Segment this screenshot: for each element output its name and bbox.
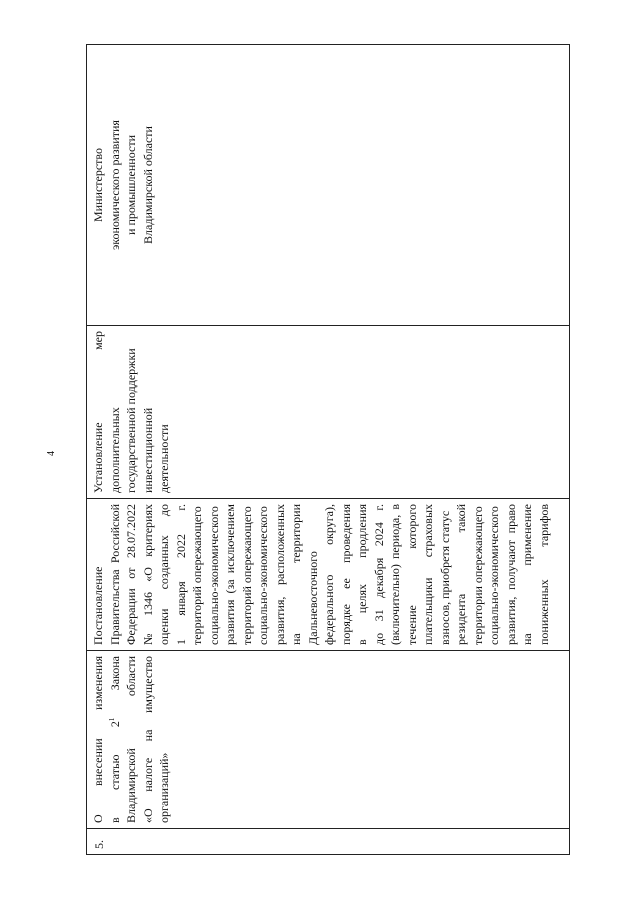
basis-line: социально-экономического xyxy=(256,506,270,645)
page-number: 4 xyxy=(46,451,57,456)
responsible-line: и промышленности xyxy=(124,135,138,235)
basis-line: территорий опережающего xyxy=(190,506,204,645)
row-number: 5. xyxy=(92,840,106,849)
title-line-1: О внесении изменения xyxy=(91,655,105,823)
basis-line: на территории xyxy=(289,503,303,645)
basis-line: (включительно) периода, в xyxy=(388,503,402,645)
responsible-line: Министерство xyxy=(91,147,105,222)
responsible-line: экономического развития xyxy=(107,120,122,250)
basis-line: территории опережающего xyxy=(470,506,485,645)
title-line-2: в статью $2^1$ Закона xyxy=(107,655,122,823)
basis-line: порядке ее проведения xyxy=(338,503,353,645)
document-table xyxy=(86,44,570,855)
basis-line: федерального округа), xyxy=(322,503,336,645)
basis-line: течение которого xyxy=(404,503,419,645)
basis-line: на применение xyxy=(520,503,534,645)
title-law-word: Закона xyxy=(107,655,122,691)
basis-cell xyxy=(87,498,570,650)
basis-line: развития, получают право xyxy=(503,503,518,645)
basis-line: Дальневосточного xyxy=(305,551,320,645)
table-row xyxy=(87,44,570,854)
goal-line: государственной поддержки xyxy=(124,348,138,493)
basis-line: № 1346 «О критериях xyxy=(140,503,155,645)
goal-line: инвестиционной xyxy=(140,407,155,493)
basis-line: социально-экономического xyxy=(487,506,501,645)
goal-line: деятельности xyxy=(157,424,171,493)
title-line-3: Владимирской области xyxy=(124,655,138,823)
basis-line: резидента такой xyxy=(454,503,468,645)
basis-line: Федерации от 28.07.2022 xyxy=(124,503,138,645)
basis-line: территорий опережающего xyxy=(239,506,254,645)
rotated-table-wrapper xyxy=(86,45,570,855)
basis-line: Правительства Российской xyxy=(107,503,122,645)
basis-line: плательщики страховых xyxy=(421,503,435,645)
title-superscript: 1 xyxy=(107,717,116,722)
basis-line: Постановление xyxy=(91,566,105,645)
basis-line: до 31 декабря 2024 г. xyxy=(371,503,386,645)
basis-line: оценки созданных до xyxy=(157,503,171,645)
basis-line: социально-экономического xyxy=(206,506,221,645)
basis-line: в целях продления xyxy=(355,503,369,645)
basis-line: 1 января 2022 г. xyxy=(173,503,188,645)
basis-line: пониженных тарифов xyxy=(536,503,551,645)
title-line-5: организаций» xyxy=(157,752,171,823)
responsible-cell xyxy=(87,44,570,325)
goal-line: Установление мер xyxy=(91,330,105,493)
responsible-line: Владимирской области xyxy=(140,126,155,244)
goal-cell xyxy=(87,325,570,498)
basis-line: развития (за исключением xyxy=(223,503,237,645)
basis-line: взносов, приобретя статус xyxy=(437,510,452,645)
basis-line: развития, расположенных xyxy=(272,503,287,645)
title-cell xyxy=(87,650,570,828)
row-number-cell xyxy=(87,829,570,855)
title-line-4: «О налоге на имущество xyxy=(140,655,155,823)
goal-line: дополнительных xyxy=(107,407,122,493)
